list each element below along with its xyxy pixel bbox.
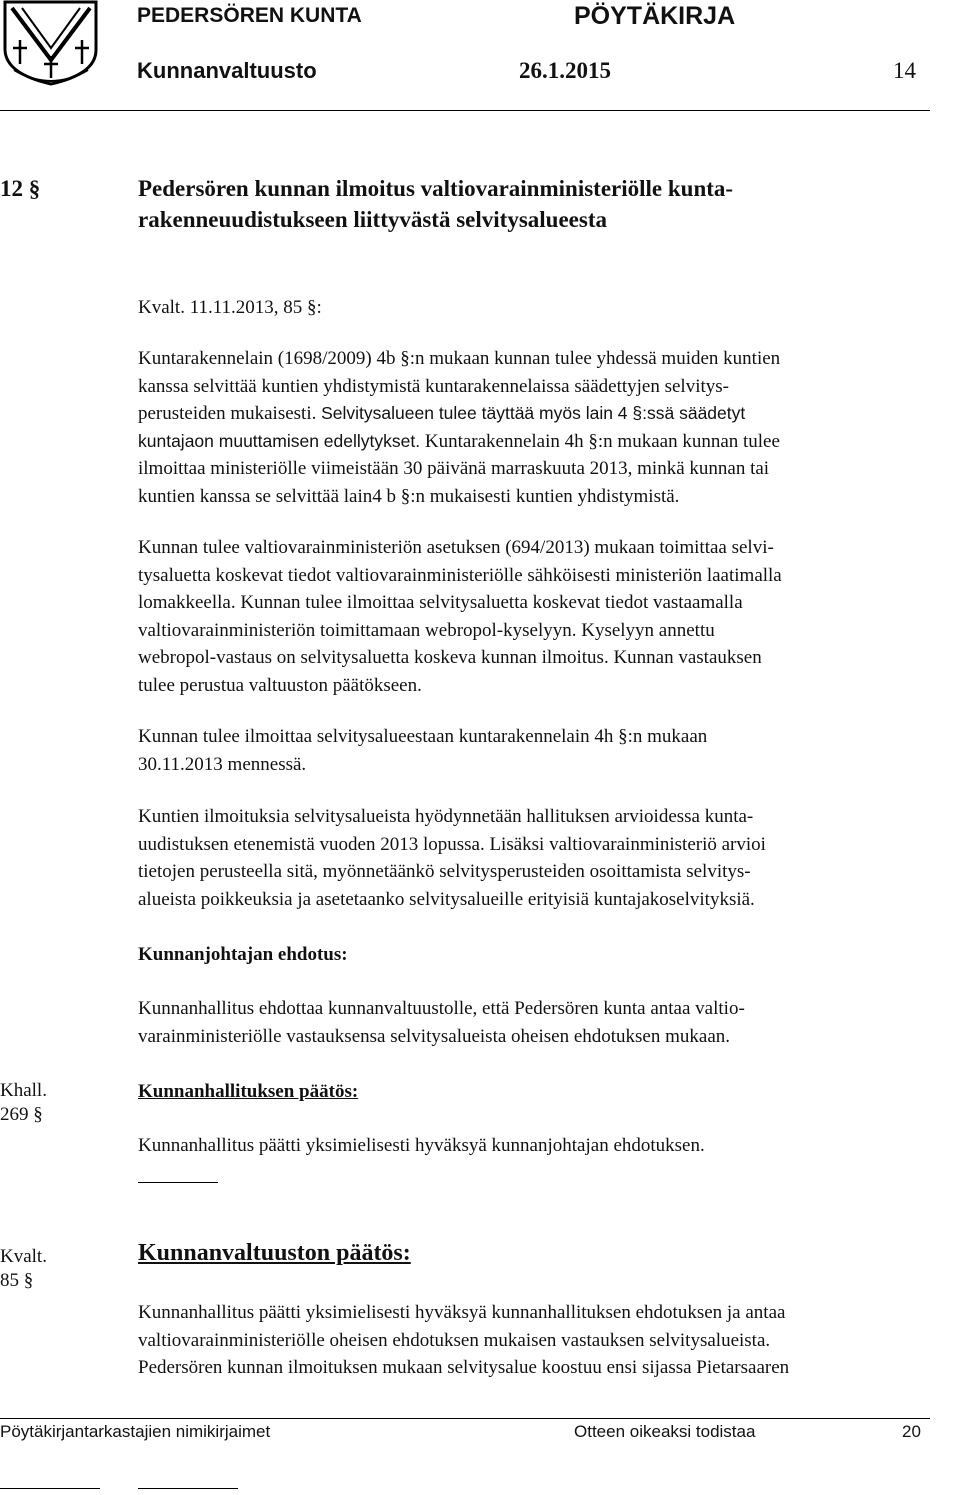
paragraph-1: Kuntarakennelain (1698/2009) 4b §:n mukaan kunnan tulee yhdessä muiden kuntien kanssa selvittää kuntien yhdistymistä kuntarakennelaissa säädettyjen selvitys- perusteiden mukaisesti. Selvitysalueen tulee täyttää myös lain 4 §:ssä säädetyt kuntajaon muuttamisen edellytykset. Kuntarakennelain 4h §:n mukaan kunnan tulee ilmoittaa ministeriölle viimeistään 30 päivänä marraskuuta 2013, minkä kunnan tai kuntien kanssa se selvittää lain4 b §:n mukaisesti kuntien yhdistymistä. xyxy=(138,348,781,507)
item-title: Pedersören kunnan ilmoitus valtiovarainministeriölle kunta- rakenneuudistukseen liittyvästä selvitysalueesta xyxy=(138,176,734,232)
khall-decision-heading: Kunnanhallituksen päätös: xyxy=(138,1081,359,1102)
page-number: 14 xyxy=(893,58,916,83)
kvalt-decision-text: Kunnanhallitus päätti yksimielisesti hyväksyä kunnanhallituksen ehdotuksen ja antaa valtiovarainministeriölle oheisen ehdotuksen mukaisen vastauksen selvitysalueista. Pedersören kunnan ilmoituksen mukaan selvitysalue koostuu ensi sijassa Pietarsaaren xyxy=(138,1302,790,1378)
signature-line-2 xyxy=(138,1488,238,1489)
footer-rule xyxy=(0,1418,930,1419)
signature-line-1 xyxy=(0,1488,100,1489)
paragraph-3: Kunnan tulee ilmoittaa selvitysalueestaan kuntarakennelain 4h §:n mukaan 30.11.2013 mennessä. xyxy=(138,726,708,775)
item-number: 12 § xyxy=(0,176,41,201)
proposal-text: Kunnanhallitus ehdottaa kunnanvaltuustolle, että Pedersören kunta antaa valtio- varainministeriölle vastauksensa selvitysalueista oheisen ehdotuksen mukaan. xyxy=(138,998,745,1047)
proposal-heading: Kunnanjohtajan ehdotus: xyxy=(138,944,348,965)
coat-of-arms-logo xyxy=(0,0,102,86)
certified-label: Otteen oikeaksi todistaa xyxy=(574,1422,756,1441)
footer-page-number: 20 xyxy=(902,1422,921,1441)
signatures-label: Pöytäkirjantarkastajien nimikirjaimet xyxy=(0,1422,271,1441)
meeting-body: Kunnanvaltuusto xyxy=(137,58,317,83)
document-type: PÖYTÄKIRJA xyxy=(574,2,736,30)
paragraph-2: Kunnan tulee valtiovarainministeriön asetuksen (694/2013) mukaan toimittaa selvi- tysaluetta koskevat tiedot valtiovarainministeriölle sähköisesti ministeriön laatimalla lomakkeella. Kunnan tulee ilmoittaa selvitysaluetta koskevat tiedot vastaamalla valtiovarainministeriön toimittamaan webropol-kyselyyn. Kyselyyn annettu webropol-vastaus on selvitysaluetta koskeva kunnan ilmoitus. Kunnan vastauksen tulee perustua valtuuston päätökseen. xyxy=(138,537,782,696)
khall-label: Khall. 269 § xyxy=(0,1080,47,1125)
khall-decision-text: Kunnanhallitus päätti yksimielisesti hyväksyä kunnanjohtajan ehdotuksen. xyxy=(138,1135,705,1156)
municipality-name: PEDERSÖREN KUNTA xyxy=(137,4,362,27)
kvalt-decision-heading: Kunnanvaltuuston päätös: xyxy=(138,1240,411,1266)
paragraph-4: Kuntien ilmoituksia selvitysalueista hyödynnetään hallituksen arvioidessa kunta- uudistuksen etenemistä vuoden 2013 lopussa. Lisäksi valtiovarainministeriö arvioi tietojen perusteella sitä, myönnetäänkö selvitysperusteiden osoittamista selvitys- alueista poikkeuksia ja asetetaanko selvitysalueille erityisiä kuntajakoselvityksiä. xyxy=(138,806,766,910)
kvalt-reference: Kvalt. 11.11.2013, 85 §: xyxy=(138,297,322,318)
separator-line xyxy=(138,1182,218,1183)
kvalt-label: Kvalt. 85 § xyxy=(0,1246,47,1291)
meeting-date: 26.1.2015 xyxy=(519,58,611,83)
header-rule xyxy=(0,110,930,111)
